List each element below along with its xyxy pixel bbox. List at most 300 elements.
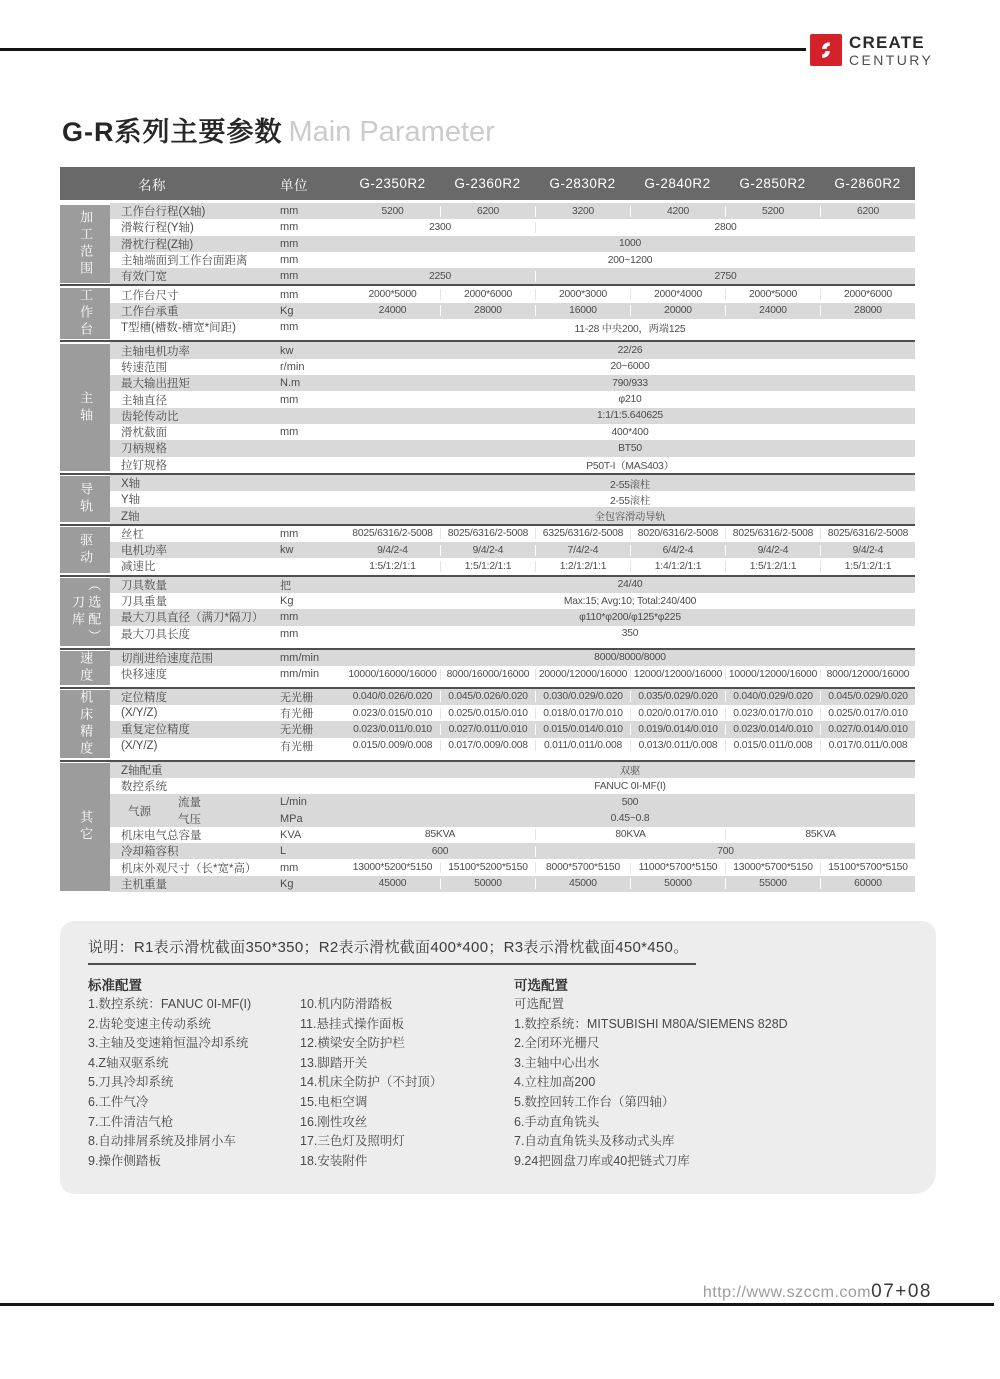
- spec-value-cell: 50000: [630, 878, 725, 889]
- group-rows: [110, 762, 915, 892]
- spec-value-cell: P50T-I（MAS403）: [586, 461, 674, 473]
- spec-value-cell: 12000/12000/16000: [630, 669, 725, 680]
- config-list-item: 3.主轴中心出水: [514, 1055, 600, 1070]
- spec-value-cell: 2300: [428, 221, 452, 233]
- compound-subrows: [172, 794, 915, 827]
- table-row-compound: [110, 794, 915, 827]
- table-row: [110, 762, 915, 778]
- spec-unit-cell: mm/min: [280, 651, 320, 664]
- group-label-text: 加工范围: [78, 209, 94, 278]
- config-list-item: 12.横梁安全防护栏: [300, 1036, 405, 1051]
- spec-unit-cell: Kg: [280, 877, 294, 890]
- table-group: [60, 760, 915, 892]
- page-title: [62, 110, 495, 149]
- table-row: [110, 457, 915, 473]
- group-label-text: 工作台: [78, 287, 94, 339]
- spec-name-cell: T型槽(槽数-槽宽*间距): [121, 322, 236, 335]
- s-hooks-icon: [815, 39, 837, 61]
- spec-value-cell: 2750: [535, 271, 915, 282]
- spec-unit-cell: Kg: [280, 304, 294, 317]
- spec-value-cell: 28000: [440, 305, 535, 316]
- spec-table-header: [60, 167, 915, 200]
- spec-value-cell: 85KVA: [424, 829, 456, 841]
- group-label: [60, 578, 110, 646]
- spec-name-cell: 拉钉规格: [121, 459, 167, 472]
- brand-name: [849, 34, 933, 67]
- spec-name-cell: 工作台承重: [121, 305, 179, 318]
- spec-unit-cell: L: [280, 845, 287, 858]
- spec-value-cell: 16000: [535, 305, 630, 316]
- spec-name-cell: 快移速度: [121, 669, 167, 682]
- table-row: [110, 342, 915, 358]
- spec-value-cell: 8000/16000/16000: [440, 669, 535, 680]
- brand-logo-mark: [810, 34, 842, 66]
- group-label: [60, 690, 110, 758]
- group-label-wrap: [60, 286, 110, 340]
- spec-value-cell: 45000: [535, 878, 630, 889]
- config-list-item: 15.电柜空调: [300, 1094, 368, 1109]
- table-subrow: [172, 794, 915, 810]
- spec-name-cell: 刀柄规格: [121, 443, 167, 456]
- spec-value-cell: 8000/12000/16000: [820, 669, 915, 680]
- footer-url: http://www.szccm.com: [702, 1284, 872, 1301]
- spec-value-cell: 8025/6316/2-5008: [820, 528, 915, 539]
- config-list-item: 16.刚性攻丝: [300, 1114, 368, 1129]
- bottom-rule: [0, 1303, 994, 1306]
- table-row: [110, 440, 915, 456]
- spec-name-cell: 定位精度: [121, 691, 167, 704]
- spec-unit-cell: r/min: [280, 360, 305, 373]
- spec-value-cell: 2000*5000: [368, 289, 417, 301]
- config-list-item: 14.机床全防护（不封顶）: [300, 1075, 443, 1090]
- table-row: [110, 577, 915, 593]
- spec-name-cell: 刀具数量: [121, 579, 167, 592]
- group-label-text: （选配）: [86, 578, 102, 647]
- spec-name-cell: 转速范围: [121, 361, 167, 374]
- standard-config-title: 标准配置: [88, 978, 142, 993]
- table-row: [110, 375, 915, 391]
- spec-value-cell: 0.017/0.009/0.008: [440, 740, 535, 751]
- table-row: [110, 827, 915, 843]
- spec-value-cell: 0.030/0.029/0.020: [535, 691, 630, 702]
- spec-value-cell: 15100*5200*5150: [440, 862, 535, 873]
- spec-subname-cell: 流量: [178, 797, 201, 810]
- spec-value-cell: 9/4/2-4: [377, 544, 408, 556]
- spec-value-cell: 0.017/0.011/0.008: [820, 740, 915, 751]
- spec-value-cell: 790/933: [612, 377, 648, 389]
- group-label-wrap: [60, 203, 110, 284]
- page-title-en: Main Parameter: [288, 116, 495, 148]
- group-label-text: 刀库: [70, 595, 85, 630]
- spec-value-cell: 700: [535, 846, 915, 857]
- spec-name-cell: 滑鞍行程(Y轴): [121, 222, 194, 235]
- table-row: [110, 268, 915, 284]
- table-row: [110, 843, 915, 859]
- spec-value-cell: 10000/16000/16000: [348, 668, 437, 680]
- config-list-item: 6.手动直角铣头: [514, 1114, 600, 1129]
- spec-name-cell: 主轴端面到工作台面距离: [121, 255, 248, 268]
- table-group: [60, 648, 915, 687]
- spec-name-cell: 丝杠: [121, 528, 144, 541]
- spec-value-cell: 4200: [630, 206, 725, 217]
- config-list-item: 3.主轴及变速箱恒温冷却系统: [88, 1036, 249, 1051]
- spec-value-cell: 0.015/0.014/0.010: [535, 724, 630, 735]
- config-list-item: 9.操作侧踏板: [88, 1153, 161, 1168]
- spec-name-cell: Z轴: [121, 510, 140, 523]
- group-label-wrap: [60, 475, 110, 524]
- table-row: [110, 319, 915, 335]
- spec-value-cell: 0.018/0.017/0.010: [535, 708, 630, 719]
- spec-unit-cell: mm: [280, 611, 299, 624]
- spec-name-cell: 工作台行程(X轴): [121, 206, 206, 219]
- config-list-item: 7.工件清洁气枪: [88, 1114, 174, 1129]
- spec-value-cell: 2000*6000: [820, 289, 915, 300]
- spec-value-cell: 0.011/0.011/0.008: [535, 740, 630, 751]
- column-header-model: G-2840R2: [644, 176, 711, 191]
- spec-unit-cell: 无光栅: [280, 724, 313, 737]
- spec-value-cell: 8020/6316/2-5008: [630, 528, 725, 539]
- spec-name-cell: 刀具重量: [121, 596, 167, 609]
- spec-value-cell: 24/40: [617, 579, 643, 591]
- table-group: [60, 340, 915, 472]
- spec-value-cell: 200~1200: [607, 254, 653, 266]
- spec-value-cell: 8000/8000/8000: [594, 652, 666, 664]
- table-row: [110, 778, 915, 794]
- column-header-model: G-2860R2: [834, 176, 901, 191]
- spec-value-cell: 1:5/1:2/1:1: [820, 561, 915, 572]
- spec-value-cell: 0.045/0.029/0.020: [820, 691, 915, 702]
- config-list-item: 13.脚踏开关: [300, 1055, 368, 1070]
- group-label-text: 其它: [78, 809, 94, 844]
- spec-unit-cell: mm: [280, 205, 299, 218]
- spec-value-cell: 1:5/1:2/1:1: [369, 560, 416, 572]
- table-row: [110, 391, 915, 407]
- spec-name-cell: (X/Y/Z): [121, 707, 158, 720]
- spec-value-cell: 0.027/0.014/0.010: [820, 724, 915, 735]
- table-row: [110, 286, 915, 302]
- table-row: [110, 859, 915, 875]
- config-list-item: 11.悬挂式操作面板: [300, 1016, 404, 1031]
- group-label-text: 速度: [78, 651, 94, 686]
- spec-unit-cell: kw: [280, 544, 294, 557]
- spec-name-cell: 工作台尺寸: [121, 289, 179, 302]
- group-rows: [110, 203, 915, 284]
- group-rows: [110, 342, 915, 472]
- config-list-item: 17.三色灯及照明灯: [300, 1134, 405, 1149]
- column-header-model: G-2360R2: [454, 176, 521, 191]
- brand-line1: CREATE: [849, 33, 925, 52]
- group-label: [60, 763, 110, 890]
- spec-unit-cell: mm: [280, 237, 299, 250]
- spec-value-cell: 1:5/1:2/1:1: [440, 561, 535, 572]
- spec-value-cell: 6/4/2-4: [630, 545, 725, 556]
- spec-unit-cell: 无光栅: [280, 691, 313, 704]
- spec-unit-cell: mm: [280, 627, 299, 640]
- spec-value-cell: 0.023/0.011/0.010: [353, 723, 432, 735]
- spec-value-cell: 24000: [725, 305, 820, 316]
- spec-name-cell: 有效门宽: [121, 271, 167, 284]
- spec-value-cell: 0.023/0.017/0.010: [725, 708, 820, 719]
- group-rows: [110, 577, 915, 648]
- spec-value-cell: 24000: [378, 305, 407, 317]
- group-label-wrap: [60, 577, 110, 648]
- table-row: [110, 219, 915, 235]
- spec-value-cell: 0.015/0.009/0.008: [352, 740, 433, 752]
- page-title-zh: G-R系列主要参数: [62, 117, 283, 147]
- footer: [703, 1281, 932, 1303]
- group-label-text: 机床精度: [78, 690, 94, 759]
- spec-value-cell: FANUC 0I-MF(I): [594, 780, 666, 792]
- group-rows: [110, 689, 915, 760]
- config-list-item: 18.安装附件: [300, 1153, 368, 1168]
- group-label: [60, 651, 110, 685]
- table-row: [110, 424, 915, 440]
- spec-name-cell: 机床外观尺寸（长*宽*高）: [121, 862, 257, 875]
- spec-name-cell: Z轴配重: [121, 764, 163, 777]
- spec-value-cell: 8025/6316/2-5008: [440, 528, 535, 539]
- note-text: 说明：R1表示滑枕截面350*350；R2表示滑枕截面400*400；R3表示滑枕截面450*450。: [88, 939, 689, 956]
- group-rows: [110, 286, 915, 340]
- spec-value-cell: 350: [621, 628, 639, 640]
- spec-unit-cell: 有光栅: [280, 740, 313, 753]
- table-row: [110, 526, 915, 542]
- group-label: [60, 344, 110, 471]
- spec-name-cell: 最大输出扭矩: [121, 378, 190, 391]
- column-header-model: G-2350R2: [359, 176, 426, 191]
- config-list-item: 4.Z轴双驱系统: [88, 1055, 169, 1070]
- column-header-name: 名称: [138, 177, 166, 193]
- spec-value-cell: 1000: [618, 238, 642, 250]
- config-list-item: 2.全闭环光栅尺: [514, 1036, 600, 1051]
- spec-value-cell: 7/4/2-4: [535, 545, 630, 556]
- spec-value-cell: 28000: [820, 305, 915, 316]
- footer-page-number: 07+08: [871, 1281, 932, 1302]
- spec-name-cell: 机床电气总容量: [121, 829, 202, 842]
- table-row: [110, 666, 915, 682]
- spec-unit-cell: 把: [280, 579, 291, 592]
- table-row: [110, 475, 915, 491]
- config-list-item: 9.24把圆盘刀库或40把链式刀库: [514, 1153, 690, 1168]
- spec-value-cell: 2-55滚柱: [609, 495, 650, 507]
- spec-value-cell: 0.015/0.011/0.008: [725, 740, 820, 751]
- group-label: [60, 527, 110, 573]
- table-row: [110, 408, 915, 424]
- spec-name-cell: 最大刀具长度: [121, 628, 190, 641]
- column-header-unit: 单位: [280, 177, 308, 193]
- spec-value-cell: 9/4/2-4: [820, 545, 915, 556]
- spec-name-cell: 切削进给速度范围: [121, 652, 213, 665]
- spec-value-cell: 55000: [725, 878, 820, 889]
- spec-value-cell: BT50: [618, 442, 642, 454]
- note-box: [60, 921, 936, 1194]
- spec-unit-cell: mm: [280, 254, 299, 267]
- spec-name-cell: 滑枕截面: [121, 427, 167, 440]
- table-row: [110, 721, 915, 737]
- table-row: [110, 558, 915, 574]
- group-label-wrap: [60, 650, 110, 687]
- column-header-model: G-2850R2: [739, 176, 806, 191]
- config-list-item: 可选配置: [514, 997, 565, 1011]
- group-label: [60, 288, 110, 339]
- spec-name-cell: 数控系统: [121, 781, 167, 794]
- table-group: [60, 203, 915, 284]
- spec-unit-cell: KVA: [280, 828, 302, 841]
- spec-name-cell: 重复定位精度: [121, 724, 190, 737]
- group-label-wrap: [60, 762, 110, 892]
- table-row: [110, 203, 915, 219]
- spec-value-cell: 500: [621, 796, 639, 808]
- spec-value-cell: 3200: [535, 206, 630, 217]
- spec-unit-cell: 有光栅: [280, 708, 313, 721]
- spec-value-cell: 5200: [381, 205, 404, 217]
- config-list-item: 5.数控回转工作台（第四轴）: [514, 1094, 675, 1109]
- spec-name-cell: 电机功率: [121, 545, 167, 558]
- spec-value-cell: 2000*3000: [535, 289, 630, 300]
- table-row: [110, 626, 915, 642]
- group-label-wrap: [60, 526, 110, 575]
- spec-value-cell: 45000: [378, 878, 407, 890]
- spec-value-cell: 全包容滑动导轨: [594, 512, 666, 524]
- spec-name-cell: X轴: [121, 478, 141, 490]
- spec-value-cell: 0.023/0.015/0.010: [352, 707, 433, 719]
- spec-name-cell: 主机重量: [121, 878, 167, 891]
- config-list-item: 4.立柱加高200: [514, 1075, 596, 1090]
- spec-value-cell: 5200: [725, 206, 820, 217]
- table-row: [110, 650, 915, 666]
- spec-value-cell: 0.020/0.017/0.010: [630, 708, 725, 719]
- table-group: [60, 687, 915, 760]
- spec-value-cell: φ210: [618, 394, 642, 406]
- spec-name-cell: 齿轮传动比: [121, 410, 179, 423]
- spec-value-cell: φ110*φ200/φ125*φ225: [579, 611, 681, 623]
- spec-unit-cell: Kg: [280, 595, 294, 608]
- table-row: [110, 303, 915, 319]
- spec-value-cell: 双驱: [619, 766, 641, 778]
- config-list-item: 10.机内防滑踏板: [300, 997, 393, 1011]
- spec-name-cell: 主轴直径: [121, 394, 167, 407]
- config-list-item: 7.自动直角铣头及移动式头库: [514, 1134, 675, 1149]
- table-group: [60, 575, 915, 648]
- spec-value-cell: 1:4/1:2/1:1: [630, 561, 725, 572]
- spec-unit-cell: kw: [280, 344, 294, 357]
- spec-value-cell: 8025/6316/2-5008: [352, 528, 433, 540]
- table-row: [110, 689, 915, 705]
- spec-value-cell: 11000*5700*5150: [630, 862, 725, 873]
- spec-unit-cell: mm: [280, 221, 299, 234]
- table-row: [110, 705, 915, 721]
- top-rule: [0, 48, 806, 51]
- group-label: [60, 205, 110, 283]
- spec-value-cell: 13000*5200*5150: [352, 862, 433, 874]
- table-group: [60, 524, 915, 575]
- spec-value-cell: 2000*6000: [440, 289, 535, 300]
- spec-name-cell: 滑枕行程(Z轴): [121, 238, 194, 251]
- spec-value-cell: 1:1/1:5.640625: [597, 410, 663, 422]
- group-label-text: 驱动: [78, 533, 94, 568]
- optional-config-list: [514, 995, 788, 1171]
- table-row: [110, 359, 915, 375]
- group-label-text: 主轴: [78, 390, 94, 425]
- table-row: [110, 252, 915, 268]
- table-row: [110, 876, 915, 892]
- spec-unit-cell: mm: [280, 426, 299, 439]
- spec-value-cell: 600: [431, 845, 449, 857]
- optional-config-title: 可选配置: [514, 978, 568, 993]
- table-row: [110, 236, 915, 252]
- spec-value-cell: 2250: [428, 270, 452, 282]
- spec-unit-cell: mm: [280, 321, 299, 334]
- group-label-wrap: [60, 342, 110, 472]
- spec-value-cell: 22/26: [617, 345, 643, 357]
- spec-value-cell: 0.045/0.026/0.020: [440, 691, 535, 702]
- spec-subname-cell: 气压: [178, 813, 201, 826]
- spec-unit-cell: mm: [280, 270, 299, 283]
- config-list-item: 2.齿轮变速主传动系统: [88, 1016, 211, 1031]
- spec-value-cell: 0.035/0.029/0.020: [630, 691, 725, 702]
- spec-unit-cell: mm: [280, 288, 299, 301]
- spec-value-cell: 10000/12000/16000: [725, 669, 820, 680]
- table-row: [110, 507, 915, 523]
- group-rows: [110, 650, 915, 687]
- spec-unit-cell: mm/min: [280, 668, 320, 681]
- spec-value-cell: 2000*5000: [725, 289, 820, 300]
- standard-config-col1: [88, 995, 251, 1171]
- table-row: [110, 542, 915, 558]
- table-row: [110, 593, 915, 609]
- spec-unit-cell: mm: [280, 393, 299, 406]
- group-label-wrap: [60, 689, 110, 760]
- brand-line2: CENTURY: [849, 52, 934, 68]
- spec-value-cell: 13000*5700*5150: [725, 862, 820, 873]
- spec-name-cell: Y轴: [121, 494, 141, 507]
- table-subrow: [172, 811, 915, 827]
- table-group: [60, 473, 915, 524]
- standard-config-col2: [300, 995, 442, 1171]
- table-row: [110, 609, 915, 625]
- config-list-item: 8.自动排屑系统及排屑小车: [88, 1134, 236, 1149]
- spec-value-cell: 9/4/2-4: [725, 545, 820, 556]
- spec-unit-cell: mm: [280, 527, 299, 540]
- table-row: [110, 738, 915, 754]
- spec-value-cell: 85KVA: [725, 829, 915, 840]
- spec-table-body: [60, 203, 915, 892]
- spec-name-cell: 主轴电机功率: [121, 345, 190, 358]
- spec-value-cell: 8025/6316/2-5008: [725, 528, 820, 539]
- spec-value-cell: 6200: [440, 206, 535, 217]
- spec-value-cell: 400*400: [611, 426, 649, 438]
- spec-unit-cell: MPa: [280, 812, 303, 825]
- spec-value-cell: 9/4/2-4: [440, 545, 535, 556]
- spec-name-cell: 最大刀具直径（满刀*隔刀）: [121, 612, 264, 625]
- spec-unit-cell: mm: [280, 861, 299, 874]
- spec-value-cell: 20~6000: [610, 361, 650, 373]
- spec-value-cell: 2-55滚柱: [609, 479, 650, 491]
- spec-value-cell: 1:5/1:2/1:1: [725, 561, 820, 572]
- group-rows: [110, 475, 915, 524]
- config-list-item: 5.刀具冷却系统: [88, 1075, 174, 1090]
- group-label: [60, 476, 110, 522]
- spec-value-cell: 8000*5700*5150: [535, 862, 630, 873]
- spec-value-cell: 0.025/0.017/0.010: [820, 708, 915, 719]
- group-label-text: 导轨: [78, 482, 94, 517]
- spec-name-cell: 冷却箱容积: [121, 846, 179, 859]
- spec-value-cell: 50000: [440, 878, 535, 889]
- spec-value-cell: 0.013/0.011/0.008: [630, 740, 725, 751]
- spec-value-cell: 0.023/0.014/0.010: [725, 724, 820, 735]
- table-row: [110, 491, 915, 507]
- spec-name-cell: 气源: [128, 805, 151, 818]
- spec-value-cell: 60000: [820, 878, 915, 889]
